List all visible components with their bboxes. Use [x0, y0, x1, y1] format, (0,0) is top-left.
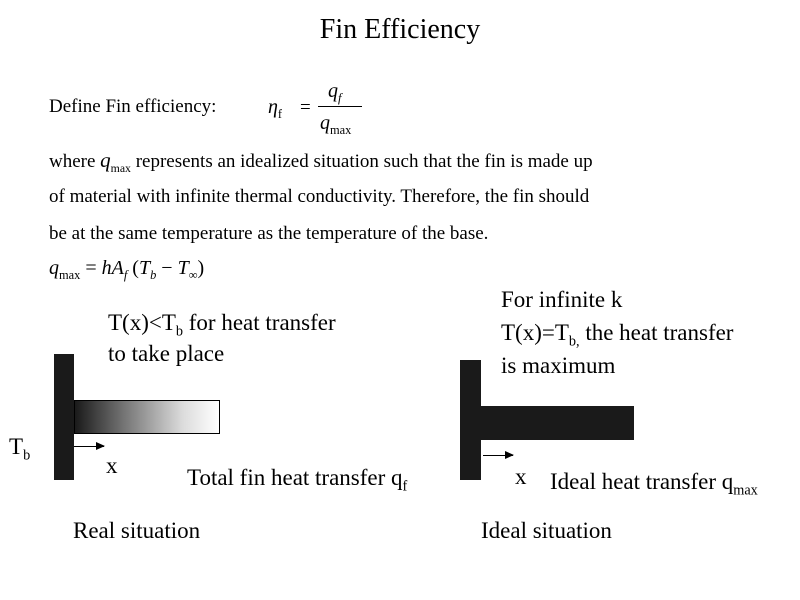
qmax-Tb: T: [138, 257, 151, 279]
ideal-note-pre: T(x)=T: [501, 320, 569, 345]
total-fin-heat-transfer: [187, 465, 407, 496]
qmax-open-paren: (: [127, 257, 139, 279]
qmax-q-sub: max: [59, 268, 81, 282]
equals-sign: =: [300, 97, 311, 118]
ideal-sub: max: [733, 482, 758, 499]
real-note-line-1: [108, 310, 336, 341]
fraction-bar: [318, 106, 362, 107]
tb-sub: b: [23, 447, 31, 464]
ideal-note-line-3: is maximum: [501, 353, 616, 378]
qmax-q: q: [49, 257, 59, 279]
ideal-note-post: the heat transfer: [579, 320, 734, 345]
ideal-caption: Ideal situation: [481, 518, 612, 543]
paragraph-line-3: be at the same temperature as the temperature of the base.: [49, 223, 489, 244]
page-title: Fin Efficiency: [319, 14, 481, 45]
qmax-b-sub: b: [150, 268, 157, 282]
numerator: [328, 80, 341, 106]
ideal-x-label: x: [515, 464, 527, 489]
eta-subscript: f: [277, 107, 283, 121]
denominator: [320, 112, 351, 138]
real-base-wall: [54, 354, 74, 480]
base-temperature-label: [9, 434, 30, 465]
qmax-inf-sub: ∞: [188, 268, 198, 282]
ideal-heat-transfer: [550, 469, 758, 500]
qmax-minus: −: [156, 257, 178, 279]
line1-q-sub: max: [110, 161, 131, 175]
real-note-post: for heat transfer: [183, 310, 336, 335]
real-x-arrow: [74, 446, 104, 447]
total-pre: Total fin heat transfer q: [187, 465, 403, 490]
ideal-note-line-2: [501, 320, 733, 351]
ideal-note-sub: b,: [568, 333, 580, 350]
eta-symbol: η: [268, 96, 278, 118]
real-caption: Real situation: [73, 518, 201, 543]
qmax-f-sub: f: [123, 268, 128, 282]
total-sub: f: [402, 478, 408, 495]
ideal-fin: [481, 406, 634, 440]
paragraph-line-2: of material with infinite thermal conductivity. Therefore, the fin should: [49, 186, 590, 207]
qmax-hA: hA: [101, 257, 124, 279]
efficiency-formula: [268, 78, 378, 138]
denominator-q: q: [320, 112, 330, 134]
ideal-note-line-1: For infinite k: [501, 287, 623, 312]
qmax-equals: =: [80, 257, 102, 279]
paragraph-line-1: [49, 148, 593, 176]
line1-q: q: [100, 148, 111, 172]
qmax-equation: [49, 257, 204, 283]
ideal-pre: Ideal heat transfer q: [550, 469, 734, 494]
denominator-sub: max: [330, 123, 352, 137]
ideal-x-arrow: [483, 455, 513, 456]
definition-lead: Define Fin efficiency:: [49, 96, 217, 117]
tb-T: T: [9, 434, 24, 459]
real-note-pre: T(x)<T: [108, 310, 176, 335]
numerator-q: q: [328, 80, 338, 102]
real-note-sub: b: [175, 323, 184, 340]
line1-post: represents an idealized situation such that the fin is made up: [130, 151, 593, 172]
numerator-sub: f: [338, 91, 342, 105]
qmax-close-paren: ): [197, 257, 205, 279]
real-note-line-2: to take place: [108, 341, 225, 366]
real-fin: [74, 400, 220, 434]
real-x-label: x: [106, 453, 118, 478]
qmax-Tinf: T: [177, 257, 189, 279]
ideal-base-wall: [460, 360, 481, 480]
line1-pre: where: [49, 151, 101, 172]
